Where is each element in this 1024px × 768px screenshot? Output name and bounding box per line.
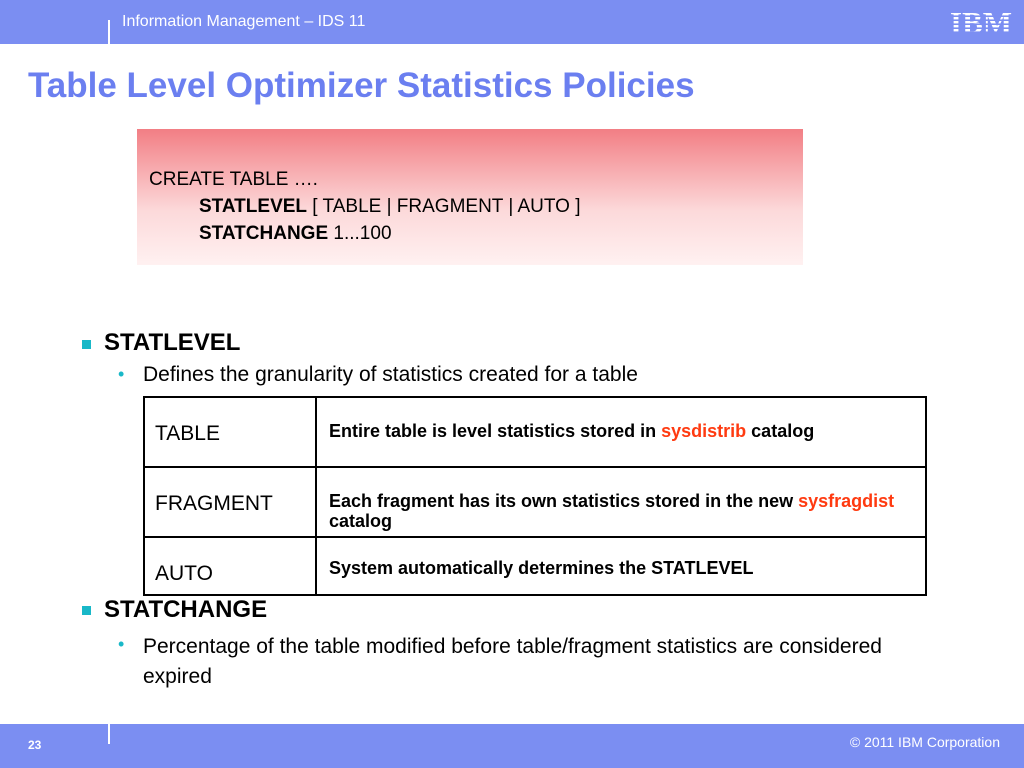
code-line-create: CREATE TABLE ….: [149, 169, 318, 190]
copyright-text: © 2011 IBM Corporation: [849, 734, 1000, 750]
code-line-statchange: [199, 223, 392, 245]
table-key-cell: AUTO: [144, 537, 316, 595]
catalog-name: sysfragdist: [798, 491, 895, 511]
footer-bar: [0, 724, 1024, 768]
dot-bullet-icon: •: [118, 634, 125, 654]
code-line-statlevel: [199, 196, 581, 218]
header-bar: [0, 0, 1024, 44]
statlevel-description: Defines the granularity of statistics created for a table: [143, 363, 638, 386]
header-divider: [108, 20, 110, 44]
statlevel-keyword: STATLEVEL: [199, 196, 308, 217]
table-desc-cell: [316, 537, 926, 595]
footer-divider: [108, 724, 110, 744]
statchange-keyword: STATCHANGE: [199, 223, 329, 244]
slide-title: Table Level Optimizer Statistics Policies: [28, 66, 695, 105]
table-key-cell: TABLE: [144, 397, 316, 467]
statlevel-heading: STATLEVEL: [104, 329, 241, 356]
square-bullet-icon: [82, 606, 91, 615]
table-desc-cell: [316, 467, 926, 537]
statlevel-table: [143, 396, 927, 596]
desc-text: catalog: [746, 421, 815, 441]
dot-bullet-icon: •: [118, 364, 125, 384]
statchange-range: 1...100: [328, 223, 392, 244]
page-number: 23: [28, 738, 42, 752]
header-title: Information Management – IDS 11: [122, 13, 366, 30]
table-row: [144, 397, 926, 467]
square-bullet-icon: [82, 340, 91, 349]
table-desc-cell: [316, 397, 926, 467]
ibm-logo: [946, 5, 1016, 37]
statlevel-options: [ TABLE | FRAGMENT | AUTO ]: [307, 196, 581, 217]
code-snippet-box: [137, 129, 803, 265]
svg-text:IBM: IBM: [950, 5, 1012, 37]
desc-text: catalog: [329, 511, 393, 531]
desc-text: System automatically determines the STATLEVEL: [329, 558, 754, 578]
desc-text: Entire table is level statistics stored in: [329, 421, 662, 441]
table-row: [144, 537, 926, 595]
desc-text: Each fragment has its own statistics stored in the new: [329, 491, 799, 511]
table-row: [144, 467, 926, 537]
table-key-cell: FRAGMENT: [144, 467, 316, 537]
statchange-heading: STATCHANGE: [104, 596, 268, 623]
catalog-name: sysdistrib: [661, 421, 747, 441]
statchange-description: Percentage of the table modified before table/fragment statistics are considered expired: [143, 635, 882, 688]
